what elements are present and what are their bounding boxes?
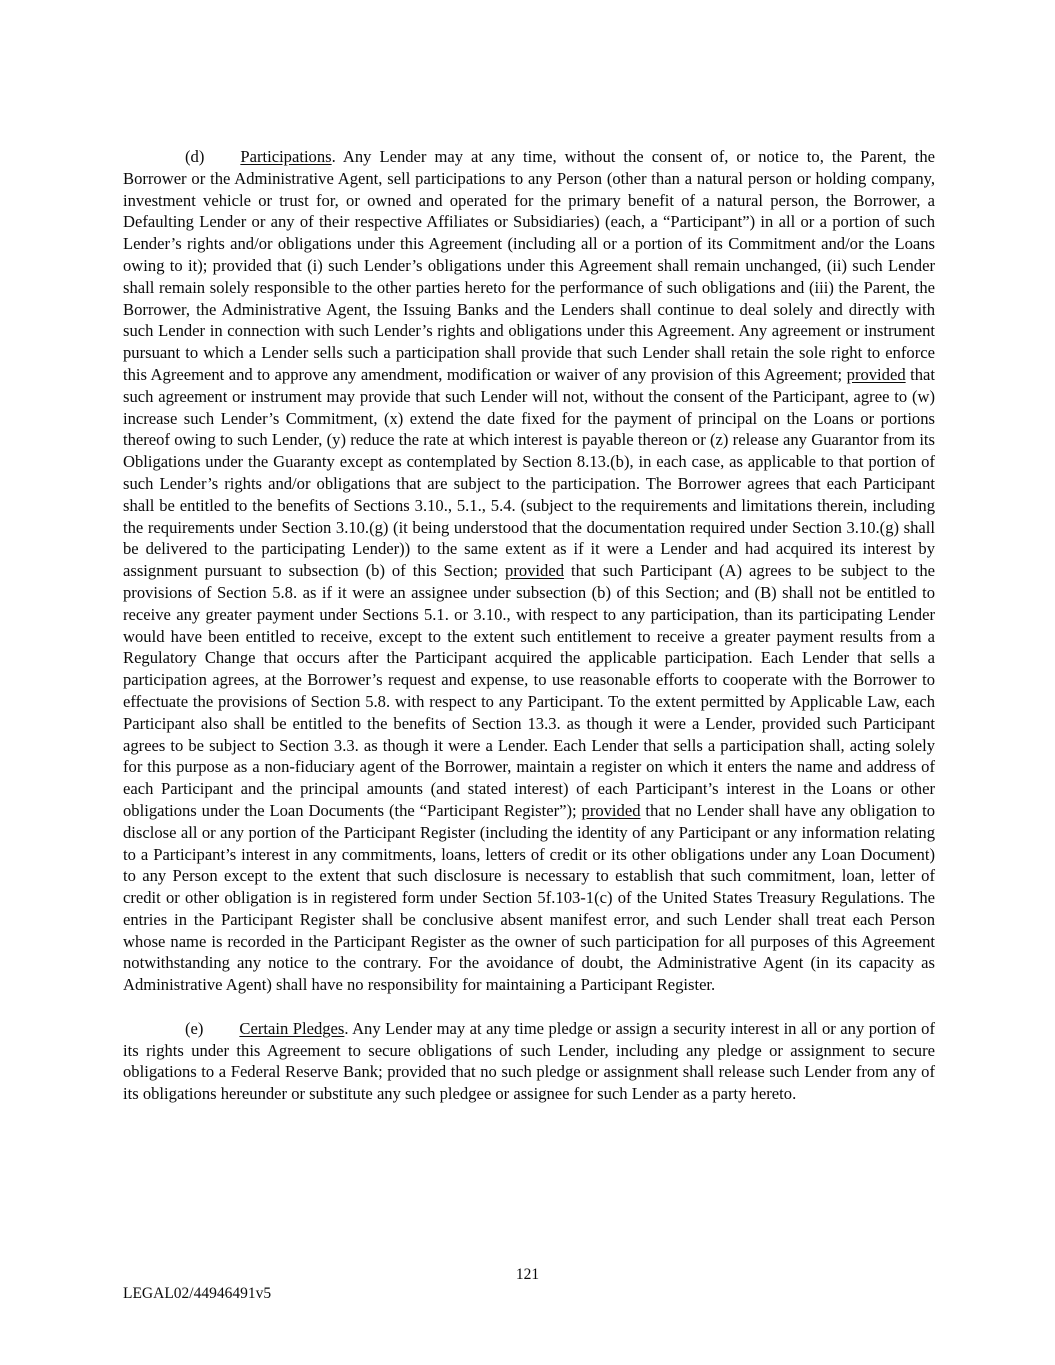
paragraph-d-heading: Participations [240,147,332,166]
paragraph-certain-pledges [123,1018,935,1105]
paragraph-e-text: . Any Lender may at any time pledge or assign a security interest in all or any portion of its rights under this Agreement to secure obligations of such Lender, including any pledge or assignment to secure obligations to a Federal Reserve Bank; provided that no such pledge or assignment shall release such Lender from any of its obligations hereunder or substitute any such pledgee or assignee for such Lender as a party hereto. [123,1018,935,1104]
paragraph-d-text-2: that such agreement or instrument may provide that such Lender will not, without the consent of the Participant, agree to (w) increase such Lender’s Commitment, (x) extend the date fixed for the payment of principal on the Loans or portions thereof owing to such Lender, (y) reduce the rate at which interest is payable thereon or (z) release any Guarantor from its Obligations under the Guaranty except as contemplated by Section 8.13.(b), in each case, as applicable to that portion of such Lender’s rights and/or obligations that are subject to the participation. The Borrower agrees that each Participant shall be entitled to the benefits of Sections 3.10., 5.1., 5.4. (subject to the requirements and limitations therein, including the requirements under Section 3.10.(g) (it being understood that the documentation required under Section 3.10.(g) shall be delivered to the participating Lender)) to the same extent as if it were a Lender and had acquired its interest by assignment pursuant to subsection (b) of this Section; [123,364,935,581]
page-number: 121 [515,1266,540,1283]
provided-term-3: provided [581,800,641,820]
paragraph-d-text-3: that such Participant (A) agrees to be subject to the provisions of Section 5.8. as if it were an assignee under subsection (b) of this Section; and (B) shall not be entitled to receive any greater payment under Sections 5.1. or 3.10., with respect to any participation, than its participating Lender would have been entitled to receive, except to the extent such entitlement to receive a greater payment results from a Regulatory Change that occurs after the Participant acquired the applicable participation. Each Lender that sells a participation agrees, at the Borrower’s request and expense, to use reasonable efforts to cooperate with the Borrower to effectuate the provisions of Section 5.8. with respect to any Participant. To the extent permitted by Applicable Law, each Participant also shall be entitled to the benefits of Section 13.3. as though it were a Lender, provided such Participant agrees to be subject to Section 3.3. as though it were a Lender. Each Lender that sells a participation shall, acting solely for this purpose as a non-fiduciary agent of the Borrower, maintain a register on which it enters the name and address of each Participant and the principal amounts (and stated interest) of each Participant’s interest in the Loans or other obligations under the Loan Documents (the “Participant Register”); [123,561,935,820]
paragraph-e-label: (e) [185,1018,204,1038]
provided-term-1: provided [846,364,906,384]
provided-term-2: provided [505,561,565,581]
paragraph-d-label: (d) [185,147,205,166]
paragraph-d-text-1: . Any Lender may at any time, without the consent of, or notice to, the Parent, the Borrower or the Administrative Agent, sell participations to any Person (other than a natural person or holding company, investment vehicle or trust for, or owned and operated for the primary benefit of a natural person, the Borrower, a Defaulting Lender or any of their respective Affiliates or Subsidiaries) (each, a “Participant”) in all or a portion of such Lender’s rights and/or obligations under this Agreement (including all or a portion of its Commitment and/or the Loans owing to it); provided that (i) such Lender’s obligations under this Agreement shall remain unchanged, (ii) such Lender shall remain solely responsible to the other parties hereto for the performance of such obligations and (iii) the Parent, the Borrower, the Administrative Agent, the Issuing Banks and the Lenders shall continue to deal solely and directly with such Lender in connection with such Lender’s rights and obligations under this Agreement. Any agreement or instrument pursuant to which a Lender sells such a participation shall provide that such Lender shall retain the sole right to enforce this Agreement and to approve any amendment, modification or waiver of any provision of this Agreement; [123,147,935,384]
paragraph-participations [123,146,935,996]
text-block [123,146,935,1105]
document-id-footer: LEGAL02/44946491v5 [123,1285,272,1302]
paragraph-d-text-4: that no Lender shall have any obligation to disclose all or any portion of the Participant Register (including the identity of any Participant or any information relating to a Participant’s interest in any commitments, loans, letters of credit or its other obligations under any Loan Document) to any Person except to the extent that such disclosure is necessary to establish that such commitment, loan, letter of credit or other obligation is in registered form under Section 5f.103-1(c) of the United States Treasury Regulations. The entries in the Participant Register shall be conclusive absent manifest error, and such Lender shall treat each Person whose name is recorded in the Participant Register as the owner of such participation for all purposes of this Agreement notwithstanding any notice to the contrary. For the avoidance of doubt, the Administrative Agent (in its capacity as Administrative Agent) shall have no responsibility for maintaining a Participant Register. [123,800,935,995]
paragraph-e-heading: Certain Pledges [239,1018,345,1038]
